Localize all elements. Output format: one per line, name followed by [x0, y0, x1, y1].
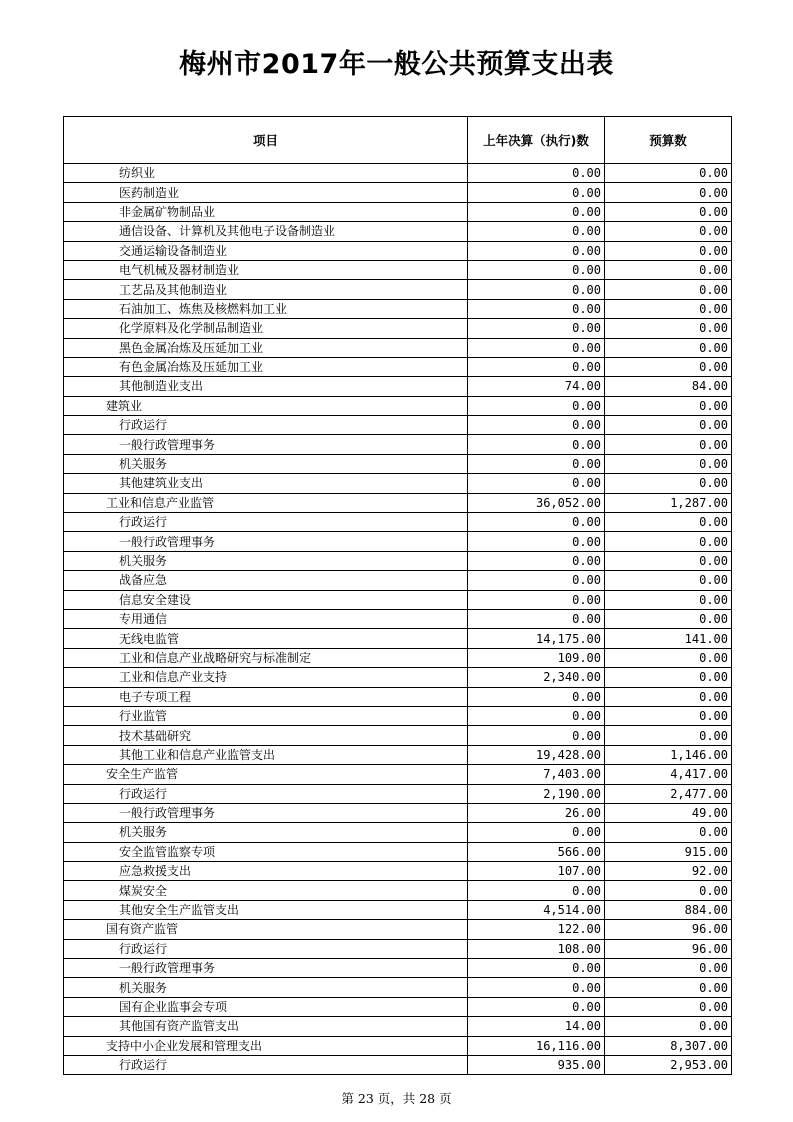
table-row — [64, 939, 732, 958]
row-prev-actual: 0.00 — [468, 571, 605, 590]
row-budget: 2,477.00 — [605, 784, 732, 803]
row-budget: 0.00 — [605, 164, 732, 183]
table-row — [64, 299, 732, 318]
row-budget: 0.00 — [605, 687, 732, 706]
table-row — [64, 551, 732, 570]
table-row — [64, 590, 732, 609]
table-row — [64, 920, 732, 939]
table-row — [64, 706, 732, 725]
row-prev-actual: 0.00 — [468, 299, 605, 318]
header-item: 项目 — [64, 117, 468, 164]
row-budget: 0.00 — [605, 648, 732, 667]
row-prev-actual: 7,403.00 — [468, 765, 605, 784]
row-prev-actual: 935.00 — [468, 1055, 605, 1074]
row-budget: 1,287.00 — [605, 493, 732, 512]
row-budget: 0.00 — [605, 396, 732, 415]
budget-table — [63, 116, 732, 1075]
row-item-name: 专用通信 — [64, 609, 468, 628]
row-budget: 0.00 — [605, 668, 732, 687]
row-budget: 0.00 — [605, 609, 732, 628]
row-item-name: 一般行政管理事务 — [64, 803, 468, 822]
row-prev-actual: 26.00 — [468, 803, 605, 822]
page-title: 梅州市2017年一般公共预算支出表 — [179, 49, 614, 80]
row-budget: 0.00 — [605, 726, 732, 745]
table-row — [64, 280, 732, 299]
row-prev-actual: 0.00 — [468, 474, 605, 493]
row-budget: 0.00 — [605, 590, 732, 609]
table-row — [64, 571, 732, 590]
row-item-name: 机关服务 — [64, 978, 468, 997]
row-item-name: 化学原料及化学制品制造业 — [64, 319, 468, 338]
row-budget: 0.00 — [605, 474, 732, 493]
row-item-name: 国有企业监事会专项 — [64, 997, 468, 1016]
header-budget: 预算数 — [605, 117, 732, 164]
row-prev-actual: 2,190.00 — [468, 784, 605, 803]
row-budget: 141.00 — [605, 629, 732, 648]
row-prev-actual: 0.00 — [468, 513, 605, 532]
row-prev-actual: 0.00 — [468, 338, 605, 357]
row-item-name: 战备应急 — [64, 571, 468, 590]
table-row — [64, 765, 732, 784]
row-prev-actual: 0.00 — [468, 416, 605, 435]
row-budget: 0.00 — [605, 299, 732, 318]
row-prev-actual: 0.00 — [468, 978, 605, 997]
row-item-name: 纺织业 — [64, 164, 468, 183]
row-budget: 0.00 — [605, 202, 732, 221]
row-item-name: 行政运行 — [64, 939, 468, 958]
row-budget: 0.00 — [605, 959, 732, 978]
row-item-name: 行政运行 — [64, 784, 468, 803]
row-item-name: 信息安全建设 — [64, 590, 468, 609]
table-row — [64, 532, 732, 551]
row-prev-actual: 0.00 — [468, 319, 605, 338]
row-prev-actual: 2,340.00 — [468, 668, 605, 687]
row-prev-actual: 109.00 — [468, 648, 605, 667]
table-row — [64, 862, 732, 881]
row-budget: 0.00 — [605, 571, 732, 590]
table-row — [64, 202, 732, 221]
row-item-name: 建筑业 — [64, 396, 468, 415]
row-item-name: 电子专项工程 — [64, 687, 468, 706]
row-budget: 0.00 — [605, 978, 732, 997]
row-prev-actual: 0.00 — [468, 997, 605, 1016]
row-item-name: 电气机械及器材制造业 — [64, 260, 468, 279]
table-row — [64, 183, 732, 202]
row-budget: 1,146.00 — [605, 745, 732, 764]
row-prev-actual: 0.00 — [468, 222, 605, 241]
table-row — [64, 260, 732, 279]
row-budget: 0.00 — [605, 706, 732, 725]
row-prev-actual: 0.00 — [468, 706, 605, 725]
row-prev-actual: 0.00 — [468, 532, 605, 551]
row-item-name: 技术基础研究 — [64, 726, 468, 745]
page-footer: 第 23 页，共 28 页 — [341, 1091, 452, 1106]
row-budget: 96.00 — [605, 939, 732, 958]
row-budget: 0.00 — [605, 338, 732, 357]
table-row — [64, 823, 732, 842]
table-row — [64, 1055, 732, 1074]
row-item-name: 机关服务 — [64, 551, 468, 570]
row-item-name: 石油加工、炼焦及核燃料加工业 — [64, 299, 468, 318]
row-item-name: 通信设备、计算机及其他电子设备制造业 — [64, 222, 468, 241]
row-budget: 0.00 — [605, 222, 732, 241]
row-prev-actual: 4,514.00 — [468, 900, 605, 919]
table-row — [64, 1017, 732, 1036]
row-budget: 0.00 — [605, 280, 732, 299]
row-prev-actual: 0.00 — [468, 726, 605, 745]
table-row — [64, 377, 732, 396]
row-item-name: 工艺品及其他制造业 — [64, 280, 468, 299]
row-item-name: 煤炭安全 — [64, 881, 468, 900]
row-item-name: 一般行政管理事务 — [64, 532, 468, 551]
row-prev-actual: 0.00 — [468, 260, 605, 279]
table-row — [64, 416, 732, 435]
row-budget: 0.00 — [605, 551, 732, 570]
table-row — [64, 241, 732, 260]
row-budget: 0.00 — [605, 513, 732, 532]
row-budget: 0.00 — [605, 357, 732, 376]
row-budget: 0.00 — [605, 823, 732, 842]
table-row — [64, 319, 732, 338]
row-budget: 0.00 — [605, 1017, 732, 1036]
row-prev-actual: 0.00 — [468, 183, 605, 202]
row-item-name: 机关服务 — [64, 823, 468, 842]
row-budget: 0.00 — [605, 435, 732, 454]
row-prev-actual: 14,175.00 — [468, 629, 605, 648]
row-item-name: 安全生产监管 — [64, 765, 468, 784]
table-header-row — [64, 117, 732, 164]
row-item-name: 行政运行 — [64, 416, 468, 435]
row-item-name: 工业和信息产业监管 — [64, 493, 468, 512]
table-row — [64, 493, 732, 512]
row-budget: 4,417.00 — [605, 765, 732, 784]
table-row — [64, 222, 732, 241]
row-item-name: 其他制造业支出 — [64, 377, 468, 396]
row-prev-actual: 0.00 — [468, 590, 605, 609]
table-row — [64, 803, 732, 822]
row-item-name: 工业和信息产业支持 — [64, 668, 468, 687]
row-prev-actual: 36,052.00 — [468, 493, 605, 512]
row-budget: 2,953.00 — [605, 1055, 732, 1074]
row-item-name: 其他建筑业支出 — [64, 474, 468, 493]
row-item-name: 国有资产监管 — [64, 920, 468, 939]
table-row — [64, 959, 732, 978]
table-row — [64, 726, 732, 745]
row-prev-actual: 19,428.00 — [468, 745, 605, 764]
row-prev-actual: 0.00 — [468, 551, 605, 570]
row-budget: 0.00 — [605, 183, 732, 202]
row-item-name: 医药制造业 — [64, 183, 468, 202]
table-row — [64, 474, 732, 493]
table-row — [64, 745, 732, 764]
table-row — [64, 668, 732, 687]
row-item-name: 应急救援支出 — [64, 862, 468, 881]
row-item-name: 交通运输设备制造业 — [64, 241, 468, 260]
row-budget: 884.00 — [605, 900, 732, 919]
row-prev-actual: 0.00 — [468, 881, 605, 900]
row-budget: 96.00 — [605, 920, 732, 939]
table-row — [64, 338, 732, 357]
row-item-name: 行政运行 — [64, 513, 468, 532]
row-prev-actual: 107.00 — [468, 862, 605, 881]
row-item-name: 机关服务 — [64, 454, 468, 473]
table-row — [64, 454, 732, 473]
row-item-name: 一般行政管理事务 — [64, 959, 468, 978]
row-prev-actual: 0.00 — [468, 435, 605, 454]
table-row — [64, 164, 732, 183]
row-item-name: 工业和信息产业战略研究与标准制定 — [64, 648, 468, 667]
table-row — [64, 784, 732, 803]
row-budget: 0.00 — [605, 241, 732, 260]
row-budget: 0.00 — [605, 319, 732, 338]
table-row — [64, 881, 732, 900]
row-item-name: 一般行政管理事务 — [64, 435, 468, 454]
row-item-name: 安全监管监察专项 — [64, 842, 468, 861]
table-row — [64, 687, 732, 706]
row-item-name: 有色金属冶炼及压延加工业 — [64, 357, 468, 376]
row-budget: 92.00 — [605, 862, 732, 881]
header-prev-actual: 上年决算（执行)数 — [468, 117, 605, 164]
row-item-name: 无线电监管 — [64, 629, 468, 648]
row-prev-actual: 0.00 — [468, 687, 605, 706]
table-row — [64, 513, 732, 532]
row-prev-actual: 0.00 — [468, 609, 605, 628]
table-row — [64, 396, 732, 415]
row-prev-actual: 566.00 — [468, 842, 605, 861]
row-item-name: 行政运行 — [64, 1055, 468, 1074]
table-row — [64, 629, 732, 648]
row-prev-actual: 0.00 — [468, 396, 605, 415]
row-prev-actual: 0.00 — [468, 959, 605, 978]
row-budget: 0.00 — [605, 532, 732, 551]
row-budget: 0.00 — [605, 416, 732, 435]
table-row — [64, 435, 732, 454]
row-prev-actual: 16,116.00 — [468, 1036, 605, 1055]
row-budget: 0.00 — [605, 997, 732, 1016]
table-row — [64, 997, 732, 1016]
row-prev-actual: 0.00 — [468, 164, 605, 183]
row-item-name: 其他工业和信息产业监管支出 — [64, 745, 468, 764]
row-prev-actual: 0.00 — [468, 454, 605, 473]
row-budget: 84.00 — [605, 377, 732, 396]
row-item-name: 其他安全生产监管支出 — [64, 900, 468, 919]
table-row — [64, 648, 732, 667]
table-row — [64, 1036, 732, 1055]
row-budget: 0.00 — [605, 454, 732, 473]
row-item-name: 黑色金属冶炼及压延加工业 — [64, 338, 468, 357]
table-row — [64, 609, 732, 628]
row-prev-actual: 74.00 — [468, 377, 605, 396]
row-prev-actual: 0.00 — [468, 280, 605, 299]
row-item-name: 行业监管 — [64, 706, 468, 725]
table-row — [64, 900, 732, 919]
row-budget: 0.00 — [605, 260, 732, 279]
row-budget: 49.00 — [605, 803, 732, 822]
row-prev-actual: 0.00 — [468, 823, 605, 842]
row-item-name: 其他国有资产监管支出 — [64, 1017, 468, 1036]
row-item-name: 非金属矿物制品业 — [64, 202, 468, 221]
row-prev-actual: 14.00 — [468, 1017, 605, 1036]
row-prev-actual: 122.00 — [468, 920, 605, 939]
table-row — [64, 978, 732, 997]
row-prev-actual: 0.00 — [468, 202, 605, 221]
row-prev-actual: 0.00 — [468, 357, 605, 376]
row-prev-actual: 0.00 — [468, 241, 605, 260]
row-prev-actual: 108.00 — [468, 939, 605, 958]
table-row — [64, 842, 732, 861]
table-row — [64, 357, 732, 376]
table-body — [64, 164, 732, 1075]
row-budget: 915.00 — [605, 842, 732, 861]
row-budget: 0.00 — [605, 881, 732, 900]
row-item-name: 支持中小企业发展和管理支出 — [64, 1036, 468, 1055]
row-budget: 8,307.00 — [605, 1036, 732, 1055]
